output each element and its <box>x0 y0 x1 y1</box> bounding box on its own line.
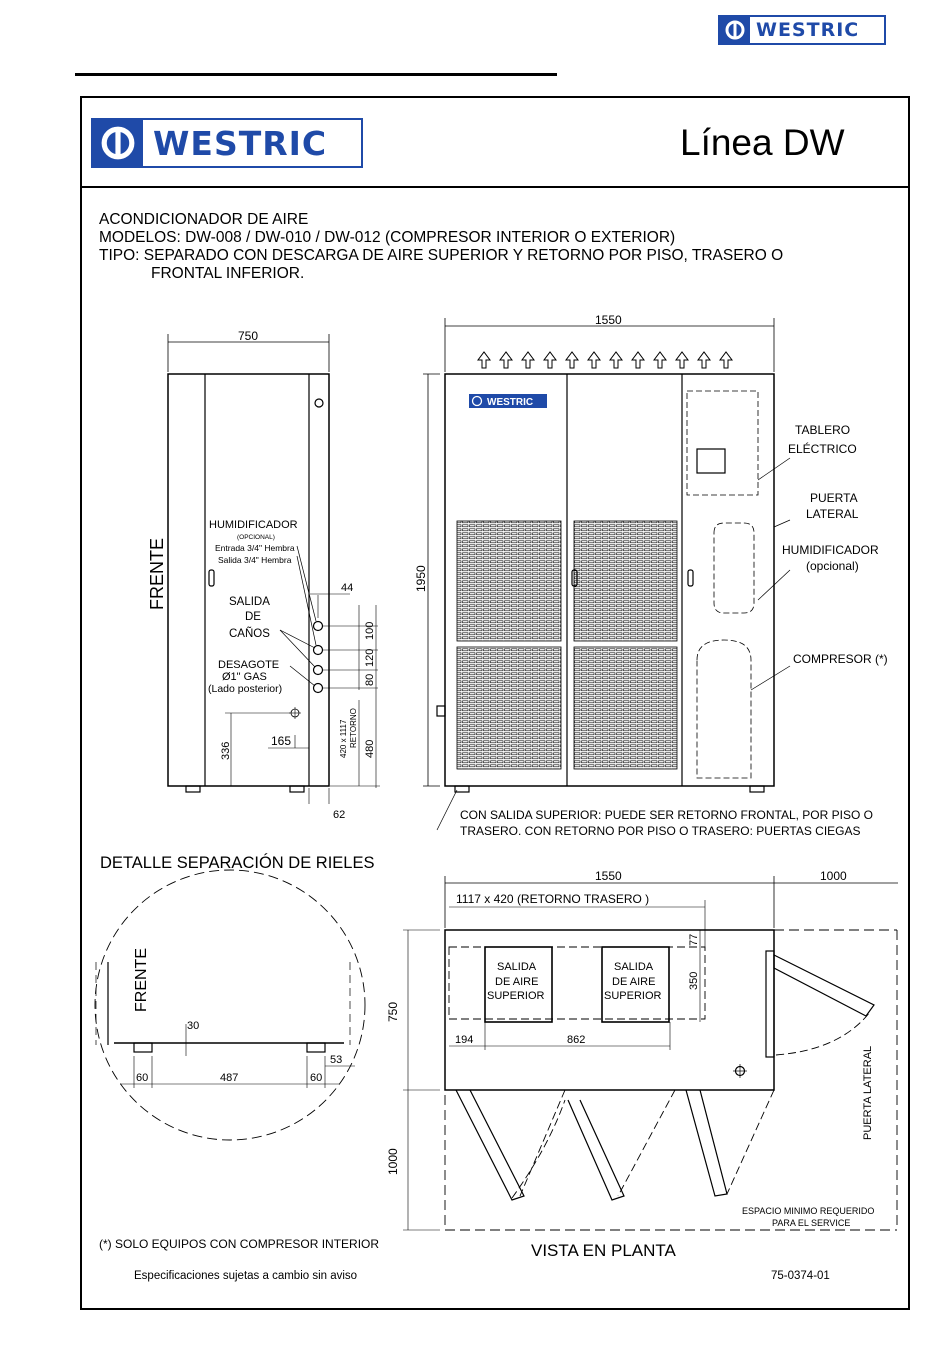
rail-dim-60a: 60 <box>136 1072 149 1084</box>
plan-view <box>403 876 898 1230</box>
rail-frente: FRENTE <box>133 948 150 1012</box>
desc-line-4: FRONTAL INFERIOR. <box>151 265 305 282</box>
desc-line-1: ACONDICIONADOR DE AIRE <box>99 211 309 228</box>
side-salida-hum: Salida 3/4" Hembra <box>218 555 292 565</box>
plan-dim-1000v: 1000 <box>386 1148 400 1175</box>
front-hum-1: HUMIDIFICADOR <box>782 543 879 557</box>
side-gas: Ø1" GAS <box>222 671 267 683</box>
front-puerta-2: LATERAL <box>806 507 859 521</box>
side-dim-100: 100 <box>364 621 376 640</box>
footer-note: (*) SOLO EQUIPOS CON COMPRESOR INTERIOR <box>99 1237 380 1251</box>
footer-spec: Especificaciones sujetas a cambio sin aviso <box>134 1270 358 1282</box>
side-retorno-label: RETORNO <box>349 708 358 748</box>
plan-salida-1-l2: DE AIRE <box>495 976 539 988</box>
side-frente-label: FRENTE <box>147 538 167 610</box>
side-canos: CAÑOS <box>229 628 270 640</box>
desc-line-2: MODELOS: DW-008 / DW-010 / DW-012 (COMPRESOR INTERIOR O EXTERIOR) <box>99 229 676 246</box>
rail-detail-title: DETALLE SEPARACIÓN DE RIELES <box>100 854 375 872</box>
desc-line-3: TIPO: SEPARADO CON DESCARGA DE AIRE SUPERIOR Y RETORNO POR PISO, TRASERO O <box>99 247 784 264</box>
rail-dim-53: 53 <box>330 1054 343 1066</box>
side-dim-480: 480 <box>364 739 376 758</box>
plan-title: VISTA EN PLANTA <box>531 1241 676 1260</box>
side-lado: (Lado posterior) <box>208 683 283 695</box>
side-humidificador: HUMIDIFICADOR <box>209 519 298 531</box>
side-desagote: DESAGOTE <box>218 659 280 671</box>
front-tablero-2: ELÉCTRICO <box>788 442 857 456</box>
side-dim-120: 120 <box>364 648 376 667</box>
front-puerta-1: PUERTA <box>810 491 858 505</box>
sheet-brand: WESTRIC <box>153 123 328 163</box>
plan-salida-2-l2: DE AIRE <box>612 976 656 988</box>
plan-espacio-2: PARA EL SERVICE <box>772 1218 851 1228</box>
plan-espacio-1: ESPACIO MINIMO REQUERIDO <box>742 1206 875 1216</box>
plan-retorno: 1117 x 420 (RETORNO TRASERO ) <box>456 892 650 906</box>
plan-salida-2-l3: SUPERIOR <box>604 990 662 1002</box>
plan-dim-1550: 1550 <box>595 869 622 883</box>
plan-dim-1000: 1000 <box>820 869 847 883</box>
plan-dim-350: 350 <box>688 971 700 990</box>
rail-dim-30: 30 <box>187 1020 200 1032</box>
plan-puerta-lateral: PUERTA LATERAL <box>862 1045 874 1140</box>
side-dim-165: 165 <box>271 734 292 748</box>
side-dim-width: 750 <box>238 329 259 343</box>
front-note-1: CON SALIDA SUPERIOR: PUEDE SER RETORNO FRONTAL, POR PISO O <box>460 808 873 822</box>
side-dim-336: 336 <box>220 741 232 760</box>
side-dim-62: 62 <box>333 809 346 821</box>
side-de: DE <box>245 611 261 623</box>
side-salida: SALIDA <box>229 596 270 608</box>
front-dim-height: 1950 <box>414 565 428 592</box>
airflow-arrows <box>478 352 732 368</box>
footer-code: 75-0374-01 <box>771 1270 830 1282</box>
front-tablero-1: TABLERO <box>795 423 851 437</box>
plan-dim-750: 750 <box>386 1001 400 1022</box>
plan-salida-1-l3: SUPERIOR <box>487 990 545 1002</box>
rail-dim-60b: 60 <box>310 1072 323 1084</box>
side-entrada: Entrada 3/4" Hembra <box>215 543 295 553</box>
plan-salida-2-l1: SALIDA <box>614 961 654 973</box>
side-dim-80: 80 <box>364 673 376 686</box>
front-dim-width: 1550 <box>595 313 622 327</box>
front-compresor: COMPRESOR (*) <box>793 652 888 666</box>
sheet-title: Línea DW <box>680 122 845 163</box>
side-opcional: (OPCIONAL) <box>237 534 275 541</box>
plan-dim-862: 862 <box>567 1034 586 1046</box>
front-hum-2: (opcional) <box>806 559 859 573</box>
front-brand: WESTRIC <box>487 397 534 408</box>
plan-salida-1-l1: SALIDA <box>497 961 537 973</box>
side-dim-44: 44 <box>341 582 354 594</box>
plan-dim-194: 194 <box>455 1034 474 1046</box>
plan-dim-77: 77 <box>688 933 700 946</box>
header-brand: WESTRIC <box>756 19 860 41</box>
side-retorno-size: 420 x 1117 <box>339 719 348 758</box>
front-note-2: TRASERO. CON RETORNO POR PISO O TRASERO: PUERTAS CIEGAS <box>460 824 861 838</box>
rail-dim-487: 487 <box>220 1072 239 1084</box>
